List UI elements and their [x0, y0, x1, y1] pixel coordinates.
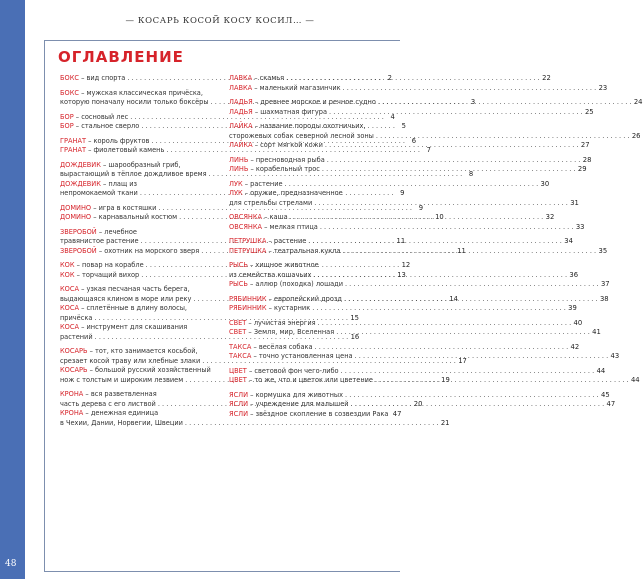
toc-description: – охотник на морского зверя [96, 246, 200, 255]
toc-line [229, 198, 579, 209]
toc-line [229, 409, 402, 420]
toc-line [60, 304, 224, 314]
toc-text [229, 271, 311, 281]
toc-description: – Земля, мир, Вселенная [246, 328, 335, 336]
toc-entry[interactable] [229, 318, 601, 338]
toc-line [229, 280, 610, 290]
toc-line [229, 141, 590, 151]
toc-headword: ЛИНЬ [229, 165, 249, 173]
dot-leader [341, 367, 595, 377]
toc-page-number: 34 [564, 237, 573, 245]
toc-headword: ЛАДЬЯ [229, 107, 253, 116]
toc-text [60, 366, 211, 376]
toc-text [60, 89, 203, 99]
toc-description: – древнее морское и речное судно [252, 98, 376, 106]
toc-description: – сосновый лес [73, 112, 129, 121]
toc-text [60, 285, 190, 295]
toc-page-number: 36 [569, 270, 579, 279]
toc-headword: КОСА [60, 323, 79, 331]
toc-description: причёска [60, 313, 93, 322]
toc-headword: ОВСЯНКА [229, 213, 263, 221]
toc-description: – название породы охотничьих, [252, 122, 366, 130]
dot-leader [315, 343, 569, 353]
toc-page-number: 35 [598, 246, 608, 255]
toc-text [60, 247, 199, 257]
toc-entry[interactable] [229, 155, 592, 175]
toc-description: – фиолетовый камень [86, 146, 165, 154]
toc-text [60, 295, 191, 305]
toc-page-number: 29 [577, 165, 587, 173]
toc-page-number: 37 [600, 280, 610, 288]
toc-page-number: 30 [540, 179, 550, 188]
toc-page-number: 12 [401, 261, 411, 269]
dot-leader [351, 400, 605, 410]
toc-entry[interactable] [229, 74, 608, 93]
dot-leader [375, 376, 629, 386]
toc-headword: ЛАЙКА [229, 141, 253, 149]
toc-line [60, 347, 224, 357]
toc-page-number: 11 [457, 246, 466, 255]
toc-headword: СВЕТ [229, 328, 247, 336]
toc-entry[interactable] [229, 122, 641, 151]
toc-text [229, 74, 284, 84]
toc-line [60, 418, 450, 429]
toc-headword: КРОНА [60, 390, 84, 398]
toc-text [60, 213, 177, 223]
toc-headword: ЛУК [229, 189, 243, 197]
dot-leader [320, 223, 574, 233]
toc-headword: ЛИНЬ [229, 155, 249, 164]
toc-page-number: 13 [397, 270, 406, 279]
toc-text [229, 295, 342, 305]
toc-text [229, 180, 283, 190]
toc-headword: ПЕТРУШКА [229, 246, 267, 255]
toc-description: – пресноводная рыба [248, 155, 325, 164]
toc-text [60, 237, 139, 247]
toc-line [229, 189, 393, 199]
toc-page-number: 39 [568, 304, 577, 312]
toc-headword: ЛАЙКА [229, 122, 253, 130]
toc-text [229, 108, 327, 118]
dot-leader [312, 304, 566, 314]
toc-description: – звёздное скопление в созвездии Рака [248, 409, 389, 418]
toc-entry[interactable] [229, 98, 643, 117]
toc-entry[interactable] [229, 179, 579, 209]
toc-page-number: 31 [570, 198, 579, 207]
toc-headword: ЯСЛИ [229, 390, 249, 399]
toc-line [60, 409, 224, 419]
toc-text [229, 199, 312, 209]
toc-text [60, 376, 183, 386]
toc-line [60, 323, 224, 333]
toc-text [60, 347, 198, 357]
toc-text [229, 352, 353, 362]
toc-description: – скамья [252, 74, 285, 82]
toc-line [229, 390, 610, 401]
toc-headword: ТАКСА [229, 342, 252, 351]
toc-page-number: 47 [392, 409, 402, 418]
toc-text [229, 343, 313, 353]
toc-headword: РЯБИННИК [229, 304, 267, 312]
toc-page-number: 21 [440, 418, 450, 427]
toc-text [229, 213, 288, 223]
dot-leader [308, 237, 562, 247]
toc-page-number: 44 [630, 376, 640, 384]
toc-text [60, 390, 157, 400]
toc-headword: ДОЖДЕВИК [60, 160, 101, 169]
toc-text [60, 74, 125, 84]
toc-description: – сорт мягкой кожи [252, 141, 323, 149]
toc-text [229, 189, 343, 199]
toc-description: вырастающий в тёплое дождливое время [60, 170, 207, 178]
toc-text [229, 319, 316, 329]
toc-headword: СВЕТ [229, 318, 247, 327]
toc-headword: КОСА [60, 304, 79, 312]
toc-description: – лучистая энергия [246, 318, 316, 327]
toc-description: в Чехии, Дании, Норвегии, Швеции [60, 418, 183, 427]
toc-page-number: 38 [599, 294, 609, 303]
toc-text [60, 304, 187, 314]
toc-text [229, 237, 306, 247]
toc-page-number: 20 [413, 399, 423, 408]
toc-description: – корабельный трос [248, 165, 320, 173]
toc-text [60, 261, 144, 271]
toc-text [60, 113, 128, 123]
toc-page-number: 24 [633, 98, 643, 106]
toc-description: – вся разветвленная [83, 390, 157, 398]
toc-description: – большой русский хозяйственный [87, 366, 211, 374]
toc-title: ОГЛАВЛЕНИЕ [58, 48, 184, 66]
toc-text [229, 98, 376, 108]
toc-description: – европейский дрозд [266, 294, 342, 303]
toc-page-number: 47 [606, 400, 616, 408]
toc-headword: ЦВЕТ [229, 376, 247, 384]
toc-line [60, 180, 224, 190]
toc-description: – повар на корабле [74, 261, 144, 269]
dot-leader [314, 199, 568, 209]
dot-leader [343, 247, 597, 257]
toc-line [229, 83, 608, 94]
toc-description: для стрельбы стрелами [229, 198, 313, 207]
toc-description: – вид спорта [79, 74, 126, 82]
toc-page-number: 44 [596, 366, 606, 375]
toc-headword: ТАКСА [229, 352, 252, 360]
toc-description: – игра в костяшки [91, 203, 157, 212]
toc-text [60, 189, 138, 199]
dot-leader [355, 352, 609, 362]
toc-text [60, 170, 207, 180]
dot-leader [285, 180, 539, 190]
toc-page-number: 2 [387, 74, 392, 82]
toc-headword: КРОНА [60, 409, 84, 417]
toc-text [229, 165, 320, 175]
toc-headword: ДОМИНО [60, 203, 92, 212]
toc-page-number: 27 [580, 141, 590, 149]
toc-line [229, 131, 641, 142]
toc-page-number: 17 [458, 356, 467, 365]
toc-description: – то же, что и цветок или цветение [246, 376, 373, 384]
toc-text [229, 280, 343, 290]
toc-line [60, 228, 224, 238]
toc-line [60, 366, 224, 376]
toc-description: – театральная кукла [266, 246, 341, 255]
toc-headword: ДОМИНО [60, 213, 92, 221]
toc-text [60, 409, 158, 419]
toc-page-number: 15 [350, 313, 360, 322]
toc-headword: ПЕТРУШКА [229, 237, 267, 245]
toc-text [60, 122, 139, 132]
toc-page-number: 25 [584, 107, 594, 116]
toc-line [60, 89, 224, 99]
toc-headword: ЛАДЬЯ [229, 98, 253, 106]
toc-headword: ГРАНАТ [60, 136, 87, 145]
toc-headword: ЦВЕТ [229, 366, 247, 375]
toc-page-number: 3 [470, 98, 476, 106]
toc-text [60, 137, 149, 147]
toc-text [60, 323, 187, 333]
toc-headword: ЛУК [229, 179, 243, 188]
toc-line [229, 304, 577, 314]
toc-description: нож с толстым и широким лезвием [60, 375, 184, 384]
toc-headword: ЛАВКА [229, 74, 253, 82]
toc-description: – король фруктов [86, 136, 150, 145]
toc-text [229, 132, 374, 142]
toc-headword: БОР [60, 122, 74, 130]
toc-line [229, 366, 606, 377]
toc-description: травянистое растение [60, 237, 139, 245]
toc-description: – стальное сверло [73, 122, 140, 130]
toc-line [60, 170, 474, 180]
toc-description: – растение [242, 179, 283, 188]
toc-headword: ЗВЕРОБОЙ [60, 227, 97, 236]
toc-headword: ЗВЕРОБОЙ [60, 246, 97, 255]
toc-line [229, 261, 393, 271]
toc-page-number: 19 [441, 375, 450, 384]
toc-description: – сплетённые в длину волосы, [79, 304, 188, 312]
toc-headword: ЛАВКА [229, 83, 253, 92]
toc-line [229, 107, 594, 118]
toc-line [60, 112, 395, 123]
toc-page-number: 4 [390, 112, 395, 121]
toc-line [60, 390, 224, 400]
toc-line [60, 146, 431, 156]
toc-text [229, 304, 310, 314]
dot-leader [329, 108, 583, 118]
toc-page-number: 9 [400, 189, 405, 197]
toc-headword: ДОЖДЕВИК [60, 179, 101, 188]
toc-description: сторожевых собак северной лесной зоны [229, 131, 374, 140]
toc-line [229, 328, 601, 338]
toc-line [229, 74, 551, 84]
toc-line [229, 122, 393, 132]
toc-description: – мелкая птица [262, 222, 318, 231]
toc-description: – шахматная фигура [252, 107, 327, 116]
dot-leader [185, 419, 439, 429]
toc-description: – оружие, предназначенное [242, 189, 343, 197]
toc-headword: КОСАРЬ [60, 366, 88, 374]
toc-page-number: 6 [411, 136, 417, 145]
dot-leader [336, 328, 590, 338]
toc-description: – торчащий вихор [74, 270, 140, 279]
toc-text [60, 419, 183, 429]
dot-leader [345, 280, 599, 290]
dot-leader [313, 271, 567, 281]
toc-text [60, 333, 93, 343]
toc-page-number: 14 [449, 294, 459, 303]
toc-headword: БОКС [60, 74, 79, 82]
toc-page-number: 28 [582, 155, 592, 164]
dot-leader [327, 156, 581, 166]
toc-headword: РЫСЬ [229, 261, 248, 269]
toc-headword: РЯБИННИК [229, 294, 267, 303]
toc-line [229, 342, 580, 353]
toc-description: – аллюр (походка) лошади [247, 280, 343, 288]
toc-page-number: 32 [545, 213, 555, 221]
toc-description: срезает косой траву или хлебные злаки [60, 356, 201, 365]
toc-page-number: 5 [401, 122, 406, 130]
toc-text [229, 156, 325, 166]
toc-text [229, 247, 341, 257]
toc-description: – инструмент для скашивания [79, 323, 188, 331]
toc-line [60, 161, 224, 171]
toc-description: – растение [266, 237, 307, 245]
toc-headword: ОВСЯНКА [229, 222, 263, 231]
toc-headword: КОК [60, 261, 75, 269]
toc-description: – карнавальный костюм [91, 213, 178, 221]
dot-leader [325, 141, 579, 151]
toc-line [229, 155, 592, 166]
toc-page-number: 33 [575, 222, 585, 231]
toc-text [229, 84, 341, 94]
toc-line [229, 98, 643, 108]
toc-headword: КОК [60, 270, 75, 279]
toc-text [229, 261, 319, 271]
toc-description: – тот, кто занимается косьбой, [87, 347, 198, 355]
toc-page-number: 7 [426, 146, 431, 154]
toc-text [229, 141, 323, 151]
toc-headword: КОСАРЬ [60, 347, 88, 355]
dot-leader [344, 295, 598, 305]
toc-line [60, 285, 224, 295]
toc-text [60, 357, 200, 367]
toc-text [229, 400, 349, 410]
dot-leader [376, 132, 630, 142]
toc-description: из семейства кошачьих [229, 270, 312, 279]
toc-text [229, 223, 318, 233]
toc-page-number: 45 [601, 390, 610, 399]
toc-description: – световой фон чего-либо [246, 366, 339, 375]
page-number: 48 [5, 559, 17, 569]
toc-text [60, 146, 164, 156]
toc-headword: БОКС [60, 88, 79, 97]
toc-headword: РЫСЬ [229, 280, 248, 288]
dot-leader [343, 84, 597, 94]
toc-page-number: 43 [610, 352, 620, 360]
toc-text [229, 391, 343, 401]
toc-description: – узкая песчаная часть берега, [79, 285, 190, 293]
toc-text [229, 122, 366, 132]
toc-page-number: 16 [350, 332, 360, 341]
toc-line [229, 179, 550, 190]
toc-description: непромокаемой ткани [60, 189, 138, 197]
toc-description: – плащ из [100, 179, 138, 188]
toc-description: – лечебное [96, 227, 137, 236]
toc-page-number: 10 [435, 213, 444, 221]
toc-line [229, 222, 585, 233]
toc-description: – шарообразный гриб, [100, 160, 181, 169]
toc-description: – точно установленная цена [251, 352, 353, 360]
toc-text [60, 161, 181, 171]
toc-description: – весёлая собака [251, 342, 313, 351]
toc-text [60, 271, 139, 281]
toc-page-number: 40 [573, 318, 583, 327]
dot-leader [378, 98, 632, 108]
toc-description: – мужская классическая причёска, [79, 88, 203, 97]
toc-page-number: 26 [631, 131, 641, 140]
toc-headword: ЯСЛИ [229, 400, 249, 408]
toc-description: выдающаяся клином в море или реку [60, 294, 192, 303]
toc-line [229, 165, 587, 175]
toc-line [60, 203, 424, 214]
dot-leader [322, 165, 576, 175]
toc-headword: ГРАНАТ [60, 146, 87, 154]
toc-text [60, 400, 156, 410]
toc-description: – хищное животное [247, 261, 319, 269]
dot-leader [345, 391, 599, 401]
toc-text [60, 98, 209, 108]
toc-description: – маленький магазинчик [252, 83, 341, 92]
toc-page-number: 9 [418, 203, 424, 212]
toc-description: часть дерева с его листвой [60, 399, 156, 408]
toc-headword: БОР [60, 112, 74, 121]
toc-page-number: 42 [570, 342, 580, 351]
toc-page-number: 8 [468, 170, 474, 178]
toc-page-number: 11 [396, 237, 406, 245]
toc-page-number: 41 [592, 328, 601, 336]
dot-leader [318, 319, 572, 329]
toc-headword: КОСА [60, 285, 79, 293]
toc-page-number: 23 [598, 83, 608, 92]
toc-description: – каша [262, 213, 288, 221]
toc-text [229, 410, 388, 420]
toc-text [60, 314, 92, 324]
dot-leader [286, 74, 540, 84]
toc-text [229, 367, 339, 377]
running-head: — КОСАРЬ КОСОЙ КОСУ КОСИЛ… — [125, 16, 315, 26]
side-color-bar [0, 0, 25, 579]
toc-page-number: 22 [542, 74, 551, 82]
toc-description: – кормушка для животных [248, 390, 344, 399]
toc-text [60, 204, 156, 214]
toc-text [60, 228, 137, 238]
toc-text [229, 328, 334, 338]
toc-description: – денежная единица [83, 409, 159, 417]
toc-description: растений [60, 332, 93, 341]
toc-line [229, 318, 583, 329]
toc-description: которую поначалу носили только боксёры [60, 98, 209, 106]
toc-description: – учреждение для малышей [248, 400, 349, 408]
toc-description: – кустарник [266, 304, 311, 312]
toc-headword: ЯСЛИ [229, 409, 249, 418]
toc-text [60, 180, 137, 190]
dot-leader [290, 213, 544, 223]
toc-text [229, 376, 373, 386]
